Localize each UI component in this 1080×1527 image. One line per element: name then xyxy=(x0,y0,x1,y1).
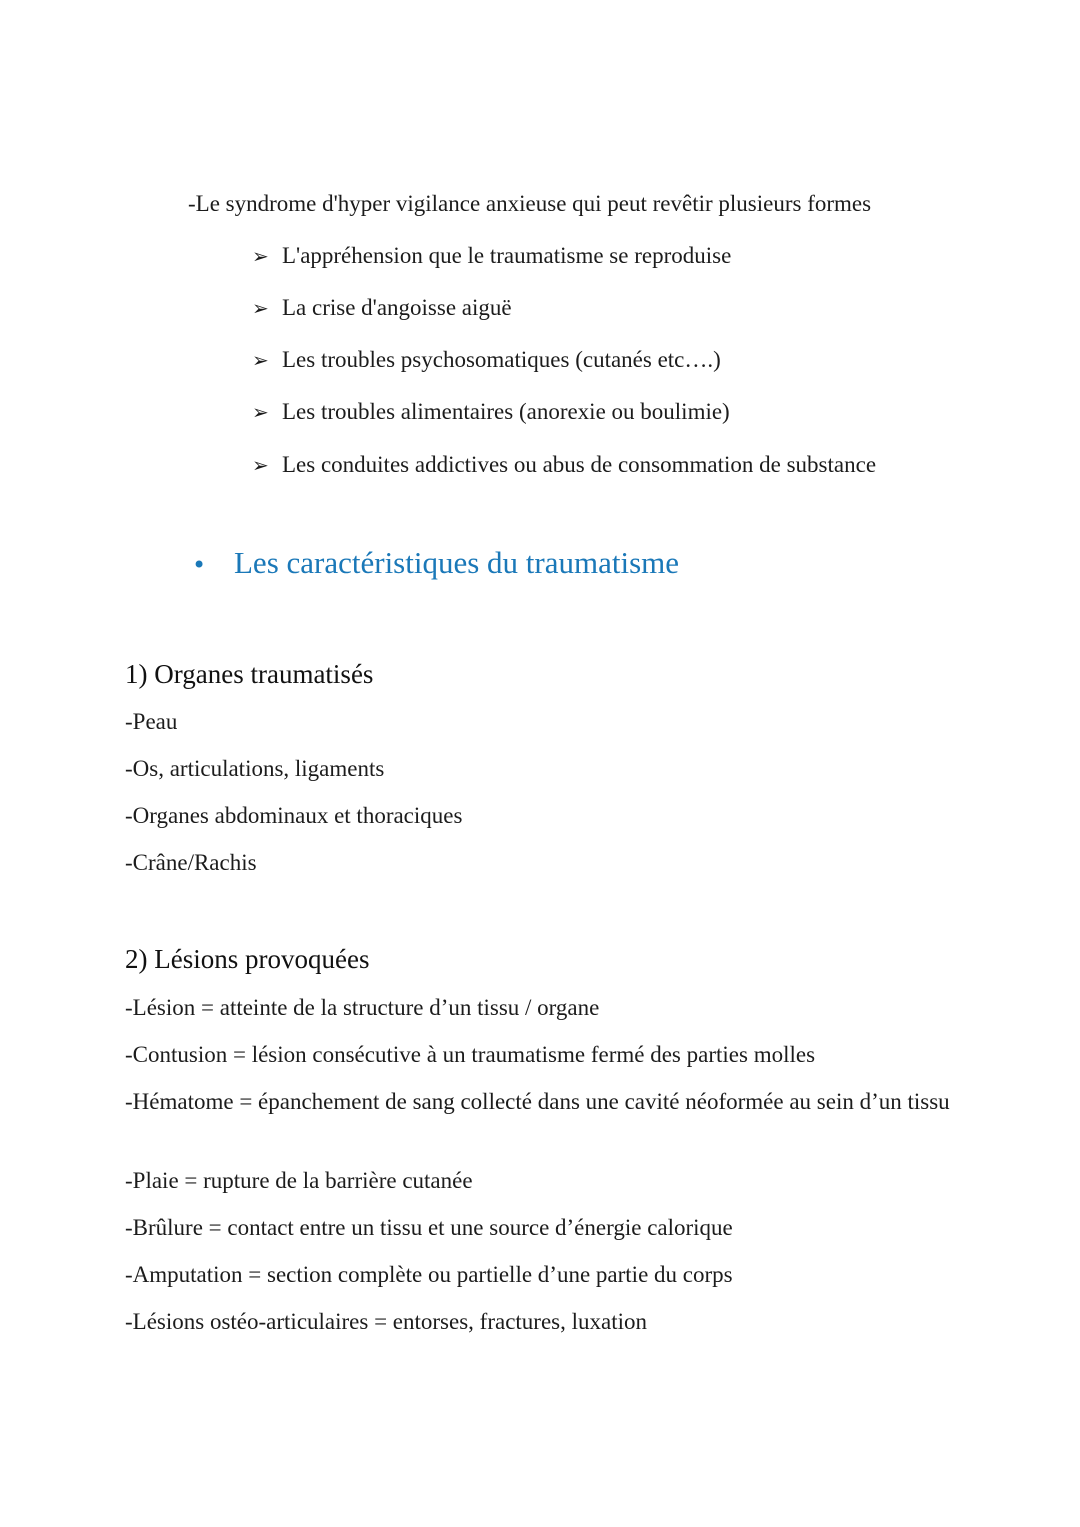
form-item-text: L'appréhension que le traumatisme se reproduise xyxy=(282,243,732,268)
lesion-item: -Amputation = section complète ou partielle d’une partie du corps xyxy=(125,1262,733,1287)
form-item-text: La crise d'angoisse aiguë xyxy=(282,295,512,320)
form-item xyxy=(252,344,721,376)
section-heading xyxy=(192,543,679,585)
bullet-icon: • xyxy=(192,551,207,579)
lesion-item: -Hématome = épanchement de sang collecté dans une cavité néoformée au sein d’un tissu xyxy=(125,1089,950,1114)
organ-item: -Organes abdominaux et thoraciques xyxy=(125,803,463,828)
organs-heading: 1) Organes traumatisés xyxy=(125,659,374,689)
lesion-item: -Lésion = atteinte de la structure d’un tissu / organe xyxy=(125,995,600,1020)
intro-text: -Le syndrome d'hyper vigilance anxieuse qui peut revêtir plusieurs formes xyxy=(188,191,872,216)
lesion-item: -Lésions ostéo-articulaires = entorses, fractures, luxation xyxy=(125,1309,647,1334)
form-item-text: Les troubles alimentaires (anorexie ou boulimie) xyxy=(282,399,730,424)
form-item-text: Les conduites addictives ou abus de consommation de substance xyxy=(282,452,877,477)
form-item-text: Les troubles psychosomatiques (cutanés etc….) xyxy=(282,347,721,372)
lesion-item: -Brûlure = contact entre un tissu et une source d’énergie calorique xyxy=(125,1215,733,1240)
arrow-bullet-icon: ➢ xyxy=(252,348,269,372)
form-item xyxy=(252,240,731,272)
form-item xyxy=(252,449,876,481)
lesions-heading: 2) Lésions provoquées xyxy=(125,944,370,974)
section-title: Les caractéristiques du traumatisme xyxy=(234,545,680,580)
lesion-item: -Plaie = rupture de la barrière cutanée xyxy=(125,1168,473,1193)
arrow-bullet-icon: ➢ xyxy=(252,296,269,320)
form-item xyxy=(252,292,512,324)
form-item xyxy=(252,396,730,428)
arrow-bullet-icon: ➢ xyxy=(252,400,269,424)
arrow-bullet-icon: ➢ xyxy=(252,244,269,268)
arrow-bullet-icon: ➢ xyxy=(252,453,269,477)
lesion-item: -Contusion = lésion consécutive à un traumatisme fermé des parties molles xyxy=(125,1042,816,1067)
organ-item: -Crâne/Rachis xyxy=(125,850,257,875)
organ-item: -Peau xyxy=(125,709,178,734)
organ-item: -Os, articulations, ligaments xyxy=(125,756,385,781)
